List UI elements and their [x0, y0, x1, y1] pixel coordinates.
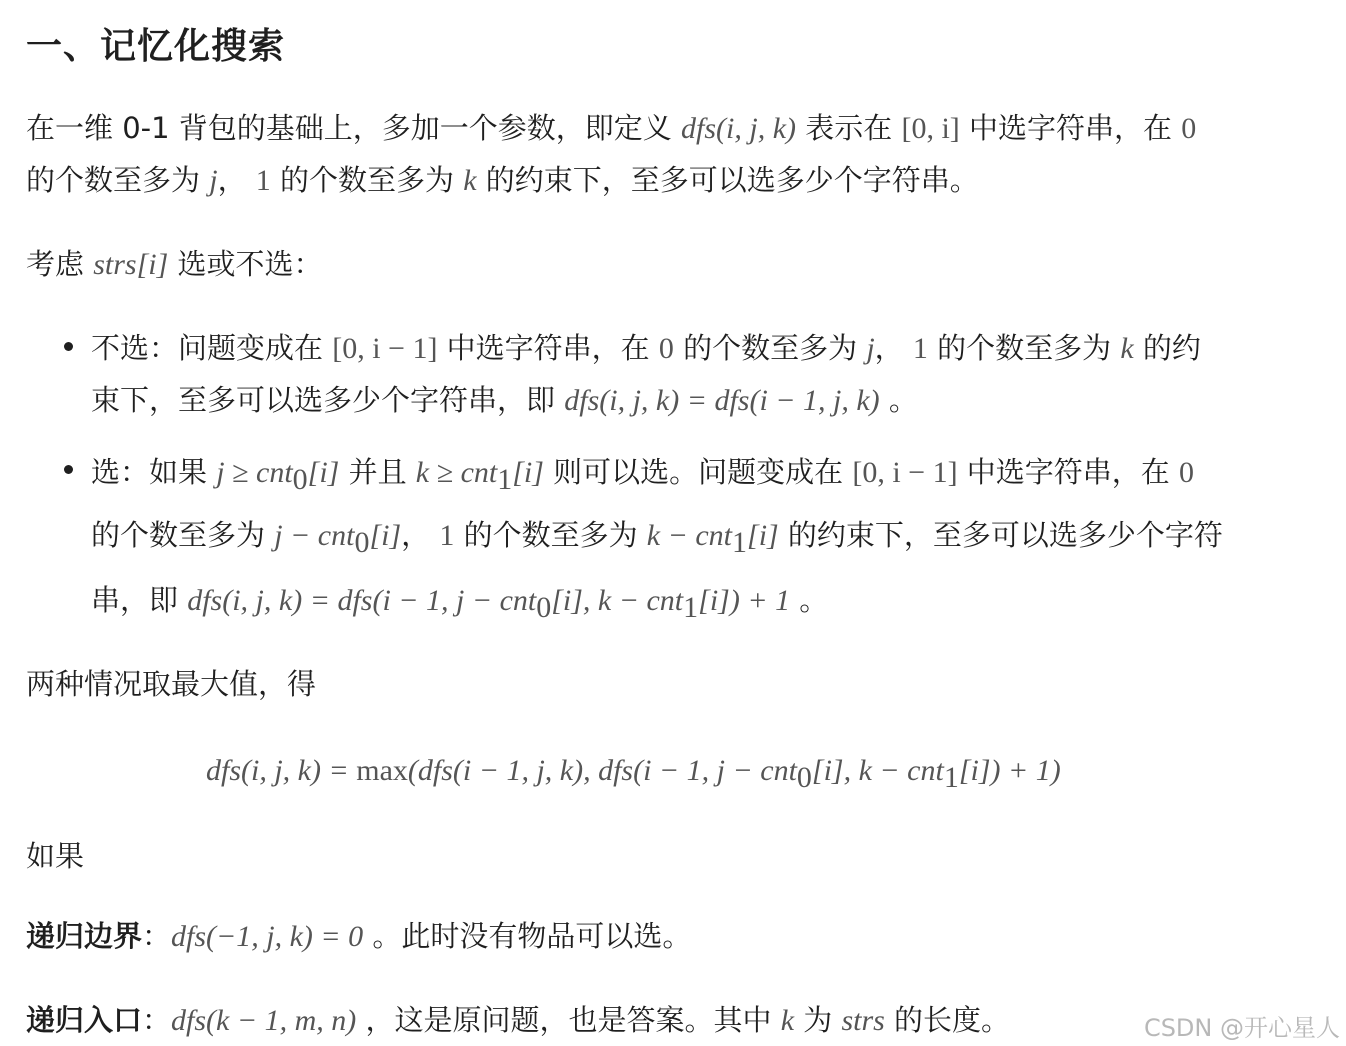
- math-subscript: 0: [536, 590, 552, 624]
- math: j ≥ cnt: [216, 456, 293, 489]
- math: (dfs(i − 1, j, k), dfs(i − 1, j − cnt: [407, 754, 797, 787]
- math: 1: [912, 332, 928, 365]
- text: 中选字符串，在: [959, 111, 1182, 145]
- bullet1-line-1: [91, 326, 1201, 367]
- math: j: [209, 164, 218, 197]
- take-max-line: 两种情况取最大值，得: [26, 667, 317, 701]
- math-subscript: 0: [796, 761, 812, 795]
- math: 1: [439, 519, 455, 552]
- math: [i], k − cnt: [551, 584, 684, 617]
- math: strs[i]: [93, 248, 169, 281]
- math: 0: [658, 332, 674, 365]
- text: 。: [790, 583, 829, 617]
- text: 选或不选：: [168, 247, 323, 281]
- bold-label: 递归边界: [26, 919, 143, 953]
- math: 0: [1179, 456, 1195, 489]
- intro-line-2: [26, 158, 979, 199]
- watermark: CSDN @开心星人: [1143, 1014, 1340, 1042]
- text: 中选字符串，在: [957, 455, 1180, 489]
- math: [i]: [512, 456, 544, 489]
- ruguo-line: 如果: [26, 839, 85, 873]
- math: j − cnt: [274, 519, 355, 552]
- display-formula: [206, 752, 1061, 795]
- boundary-line: [26, 914, 691, 955]
- consider-line: [26, 242, 322, 283]
- math-subscript: 0: [292, 462, 308, 496]
- math: [i]) + 1: [698, 584, 791, 617]
- text: 并且: [339, 455, 416, 489]
- text: 的约束下，至多可以选多少个字符串。: [476, 163, 979, 197]
- math-subscript: 1: [683, 590, 699, 624]
- text: ，这是原问题，也是答案。其中: [356, 1003, 781, 1037]
- math: 1: [255, 164, 271, 197]
- text: 的长度。: [884, 1003, 1011, 1037]
- math: dfs(−1, j, k) = 0: [171, 920, 364, 953]
- math: [i], k − cnt: [811, 754, 944, 787]
- text: 束下，至多可以选多少个字符串，即: [91, 383, 565, 417]
- math: 0: [1181, 112, 1197, 145]
- text: ：: [142, 919, 172, 953]
- text: 的个数至多为: [26, 163, 210, 197]
- text: 的约: [1133, 331, 1201, 365]
- math: k − cnt: [646, 519, 733, 552]
- bullet2-line-1: [91, 450, 1194, 497]
- text: 考虑: [26, 247, 94, 281]
- math-subscript: 1: [732, 525, 748, 559]
- intro-line-1: [26, 106, 1196, 147]
- math: dfs(i, j, k) = dfs(i − 1, j, k): [564, 384, 880, 417]
- text: 为: [794, 1003, 842, 1037]
- math: k ≥ cnt: [415, 456, 498, 489]
- text: 的约束下，至多可以选多少个字符: [778, 518, 1223, 552]
- bold-label: 递归入口: [26, 1003, 143, 1037]
- text: 中选字符串，在: [437, 331, 659, 365]
- math: [i]: [369, 519, 402, 552]
- bullet2-line-2: [91, 513, 1223, 560]
- text: 在一维 0-1 背包的基础上，多加一个参数，即定义: [26, 111, 682, 145]
- text: ，: [401, 518, 440, 552]
- text: ，: [217, 163, 256, 197]
- math-subscript: 0: [354, 525, 370, 559]
- math-subscript: 1: [497, 462, 513, 496]
- bullet2-line-3: [91, 578, 828, 625]
- math: dfs(i, j, k) =: [206, 754, 357, 787]
- text: 。: [879, 383, 918, 417]
- text: ，: [874, 331, 913, 365]
- math: k: [463, 164, 477, 197]
- text: 选：如果: [91, 455, 217, 489]
- bullet-dot: [64, 342, 73, 351]
- text: 的个数至多为: [91, 518, 275, 552]
- section-title: 一、记忆化搜索: [26, 26, 286, 67]
- math: k: [1120, 332, 1134, 365]
- math: strs: [841, 1004, 885, 1037]
- text: 串，即: [91, 583, 188, 617]
- math: j: [866, 332, 875, 365]
- text: 的个数至多为: [673, 331, 867, 365]
- math: [i]) + 1): [958, 754, 1061, 787]
- text: 的个数至多为: [270, 163, 464, 197]
- bullet-dot: [64, 465, 73, 474]
- text: 表示在: [796, 111, 902, 145]
- entry-line: [26, 998, 1010, 1039]
- text: ：: [142, 1003, 172, 1037]
- math-subscript: 1: [943, 761, 959, 795]
- text: 。此时没有物品可以选。: [363, 919, 692, 953]
- text: 不选：问题变成在: [91, 331, 333, 365]
- math: [0, i − 1]: [852, 456, 958, 489]
- math: [i]: [747, 519, 779, 552]
- math: dfs(i, j, k) = dfs(i − 1, j − cnt: [187, 584, 537, 617]
- bullet1-line-2: [91, 378, 918, 419]
- math: max: [356, 754, 408, 787]
- math: [0, i]: [901, 112, 960, 145]
- math: [0, i − 1]: [332, 332, 438, 365]
- math: dfs(k − 1, m, n): [171, 1004, 357, 1037]
- text: 的个数至多为: [454, 518, 647, 552]
- math: k: [780, 1004, 795, 1037]
- text: 则可以选。问题变成在: [543, 455, 853, 489]
- math: dfs(i, j, k): [681, 112, 797, 145]
- math: [i]: [307, 456, 340, 489]
- text: 的个数至多为: [927, 331, 1121, 365]
